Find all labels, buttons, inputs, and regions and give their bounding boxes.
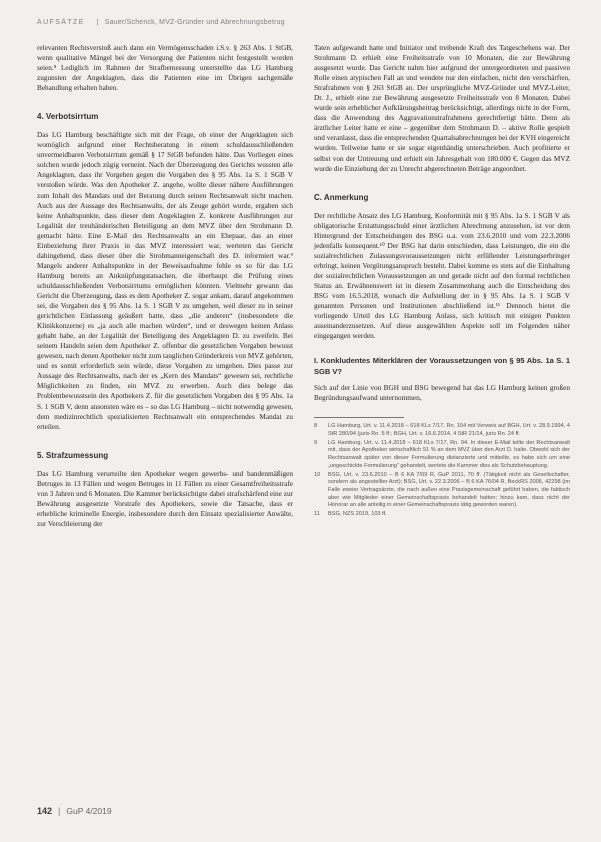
section-5-heading: 5. Strafzumessung xyxy=(37,450,109,460)
footnote xyxy=(314,423,570,438)
footnote-number: 9 xyxy=(314,439,318,446)
footnote-number: 10 xyxy=(314,471,321,478)
page-number: 142 xyxy=(37,806,53,816)
footnote-divider xyxy=(314,417,404,418)
footnote-number: 8 xyxy=(314,423,318,430)
section-i-heading: I. Konkludentes Miterklären der Voraussetzungen von § 95 Abs. 1a S. 1 SGB V? xyxy=(314,356,570,377)
section-label: AUFSÄTZE xyxy=(37,19,85,26)
footnote-text: LG Hamburg, Urt. v. 11.4.2018 – 618 KLs 7/17, Rn. 154 mit Verweis auf BGH, Urt. v. 28.9.1994, 4 StR 280/94 (juris Rn. 5 ff.; BGH, Urt. v. 16.6.2014, 4 StR 21/14, juris Rn. 24 ff. xyxy=(328,423,570,438)
journal-issue: GuP 4/2019 xyxy=(66,806,112,816)
footnote-text: BSG, Urt. v. 23.6.2010 – B 6 KA 7/09 R, GuP 2011, 70 ff. (Tätigkeit nicht als Gesellschafter, sondern als angestellter Arzt); BSG, Urt. v. 22.3.2006 – B 6 KA 76/04 R, BeckRS 2006, 42298 (im Falle zweier Vertragsärzte, die nach außen eine Praxisgemeinschaft geführt haben, die faktisch aber wie Mitglieder einer Gemeinschaftspraxis behandelt hatten; hinzu kam, dass nicht der Honorar an alle anteilig in einer Gemeinschaftspraxis tätig geworden waren). xyxy=(328,471,570,509)
section-5-body: Das LG Hamburg verurteilte den Apotheker wegen gewerbs- und bandenmäßigen Betruges in 13 Fällen und wegen Betruges in 11 Fällen zu einer Gesamtfreiheitsstrafe von 3 Jahren und 6 Monaten. Die Kammer berücksichtigte dabei strafschärfend eine zur Bewährung ausgesetzte Vorstrafe des Apothekers, sowie die Tatsache, dass er erhebliche kriminelle Energie, insbesondere durch den Einsatz spezialisierter Anwälte, zur Verschleierung der xyxy=(37,469,293,528)
footnote-text: LG Hamburg, Urt. v. 11.4.2018 – 618 KLs 7/17, Rn. 94. In dieser E-Mail teilte der Rechtsanwalt mit, dass der Apotheker wirtschaftlich 91 % an dem MVZ über den Arzt D. halte. Obwohl sich der Rechtsanwalt später von dieser Formulierung distanzierte und mitteilte, es habe sich um eine „ungeschickte Formulierung“ gehandelt, wertete die Kammer dies als Schutzbehauptung. xyxy=(328,439,570,469)
section-4-body: Das LG Hamburg beschäftigte sich mit der Frage, ob einer der Angeklagten sich womöglich aufgrund einer Rechtsberatung in einem schuldausschließenden unvermeidbaren Verbotsirrtum gemäß § 17 StGB befunden hätte. Das Vorliegen eines solchen wurde jedoch zügig verneint. Nach der Überzeugung des Gerichts wussten alle Angeklagten, dass ihr Vorgehen gegen die Vorgaben des § 95 Abs. 1a S. 1 SGB V verstoßen würde. Was den Apotheker Z. angehe, wollte dieser nähere Ausführungen zum Inhalt des Mandats und der Beratung durch seinen Rechtsanwalt nicht machen. Auch aus der Aussage des Rechtsanwalts, der als Zeuge gehört wurde, ergaben sich keine Anhaltspunkte, dass dieser dem Angeklagten Z. konkrete Ausführungen zur Legalität der treuhänderischen Beteiligung an dem MVZ über den Strohmann D. gemacht hätte. Eine E-Mail des Rechtsanwalts an ein Ehepaar, das an einer Einbeziehung ihrer Praxis in das MVZ interessiert war, werteten das Gericht dahingehend, dass dieser über die Strohmanneigenschaft des D. informiert war.⁹ Mangels anderer Anhaltspunkte in der Beweisaufnahme fehle es so für das LG Hamburg bereits an Anknüpfungstatsachen, die überhaupt die Prüfung eines schuldausschließenden Verbotsirrtums ermöglichen könnten. Vielmehr gewann das Gericht die Überzeugung, dass es dem Apotheker Z. sogar ankam, darauf angekommen sei, die Vorgaben des § 95 Abs. 1a S. 1 SGB V zu umgehen, weil dieser zu in seiner gerichtlichen Einlassung geäußert hatte, dass „die anderen“ (insbesondere die Klinikkonzerne) es „ja auch alle machen würden“, und er deswegen keinen Anlass gehabt habe, an der Legalität der Beteiligung des Angeklagten D. zu zweifeln. Bei seinem Handeln seien dem Apotheker Z. offenbar die gesetzlichen Vorgaben bewusst gewesen, nach denen Apotheker nicht zum tauglichen Gründerkreis von MVZ gehörten, und es somit erforderlich sein würde, diese Vorgaben zu umgehen. Dies passe zur Aussage des Rechtsanwalts, nach der es „Kern des Mandats“ gewesen sei, rechtliche Möglichkeiten zu finden, ein MVZ zu erwerben. Auch dies belege das Problembewusstsein des Apothekers Z. für die gesetzlichen Vorgaben des § 95 Abs. 1a S. 1 SGB V, denn ansonsten wäre es – so das LG Hamburg – nicht notwendig gewesen, dem medizinrechtlich spezialisierten Rechtsanwalt ein entsprechendes Mandat zu erteilen. xyxy=(37,131,293,431)
left-intro-paragraph: relevanten Rechtsverstoß auch dann ein Vermögensschaden i.S.v. § 263 Abs. 1 StGB, wenn qualitative Mängel bei der Versorgung der Patienten nicht festgestellt worden seien.⁸ Lediglich im Rahmen der Strafbemessung unterstellte das LG Hamburg zugunsten der Angeklagten, dass die Patienten eine im Übrigen sachgemäße Behandlung erhalten haben. xyxy=(37,44,293,93)
header-separator: | xyxy=(96,19,99,26)
section-i-body: Sich auf der Linie von BGH und BSG bewegend hat das LG Hamburg keinen großen Begründungsaufwand unternommen, xyxy=(314,384,570,403)
footnote xyxy=(314,440,570,471)
section-c-heading: C. Anmerkung xyxy=(314,192,369,202)
left-column xyxy=(37,43,293,529)
footnote xyxy=(314,472,570,511)
right-intro-paragraph: Taten aufgewandt hatte und Initiator und treibende Kraft des Tatgeschehens war. Der Strohmann D. erhielt eine Freiheitsstrafe von 10 Monaten, die zur Bewährung ausgesetzt wurde. Das Gericht nahm hier aufgrund der untergeordneten und passiven Rolle einen atypischen Fall an und wendete nur den einfachen, nicht den verschärften, Strafrahmen von § 263 StGB an. Der ursprüngliche MVZ-Gründer und MVZ-Leiter, Dr. J., erhielt eine zur Bewährung ausgesetzte Freiheitsstrafe von 8 Monaten. Dabei wurde sein erheblicher Aufklärungsbeitrag berücksichtigt, allerdings nicht in der Form, dass die Anwendung des Aggravationstrafrahmens gerechtfertigt hätte. Denn als ärztlicher Leiter hatte er eine – gegenüber dem Strohmann D. – aktive Rolle gespielt und veranlasst, dass die entsprechenden Quartalsabrechnungen bei der KVH eingereicht wurden. Teilweise hatte er sie sogar eigenhändig unterschrieben. Auch profitierte er selbst von der Untreuung und erhielt ein Jahresgehalt von 180.000 €. Gegen das MVZ wurde die Einziehung der zu Unrecht abgerechneten Beträge angeordnet. xyxy=(314,44,570,173)
header-title: Sauer/Schenck, MVZ-Gründer und Abrechnungsbetrug xyxy=(104,19,285,26)
section-c-body: Der rechtliche Ansatz des LG Hamburg, Konformität mit § 95 Abs. 1a S. 1 SGB V als obligatorische Erstattungsschuld einer ärztlichen Abrechnung anzusehen, ist vor dem Hintergrund der Entscheidungen des BSG u.a. vom 23.6.2010 und vom 22.3.2006 jedenfalls konsequent.¹⁰ Der BSG hat darin entschieden, dass Leistungen, die ein die sozialrechtlichen Zulassungsvoraussetzungen nicht erfüllender Leistungserbringer erbringt, keinen Vergütungsanspruch besteht. Dabei komme es stets auf die Einhaltung der sozialrechtlichen Voraussetzungen an und gerade nicht auf den formal rechtlichen Status an. Erwähnenswert ist in diesem Zusammenhang auch die Entscheidung des BSG vom 16.5.2018, wonach die Aufstellung der in § 95 Abs. 1a S. 1 SGB V genannten Personen und Institutionen abschließend ist.¹¹ Dennoch bietet die vorliegende Urteil des LG Hamburg Anlass, sich kritisch mit einigen Punkten auseinanderzusetzen. Auf diese ausgewählten Aspekte soll im Folgenden näher eingegangen werden. xyxy=(314,211,570,341)
running-header xyxy=(37,19,577,33)
right-column xyxy=(314,43,570,520)
footnotes xyxy=(314,423,570,518)
footnote-text: BSG, NZS 2019, 103 ff. xyxy=(328,511,387,518)
footnote xyxy=(314,511,570,519)
section-4-heading: 4. Verbotsirrtum xyxy=(37,112,99,122)
page-footer xyxy=(37,806,112,816)
footnote-number: 11 xyxy=(314,511,320,518)
footer-separator: | xyxy=(58,806,61,816)
